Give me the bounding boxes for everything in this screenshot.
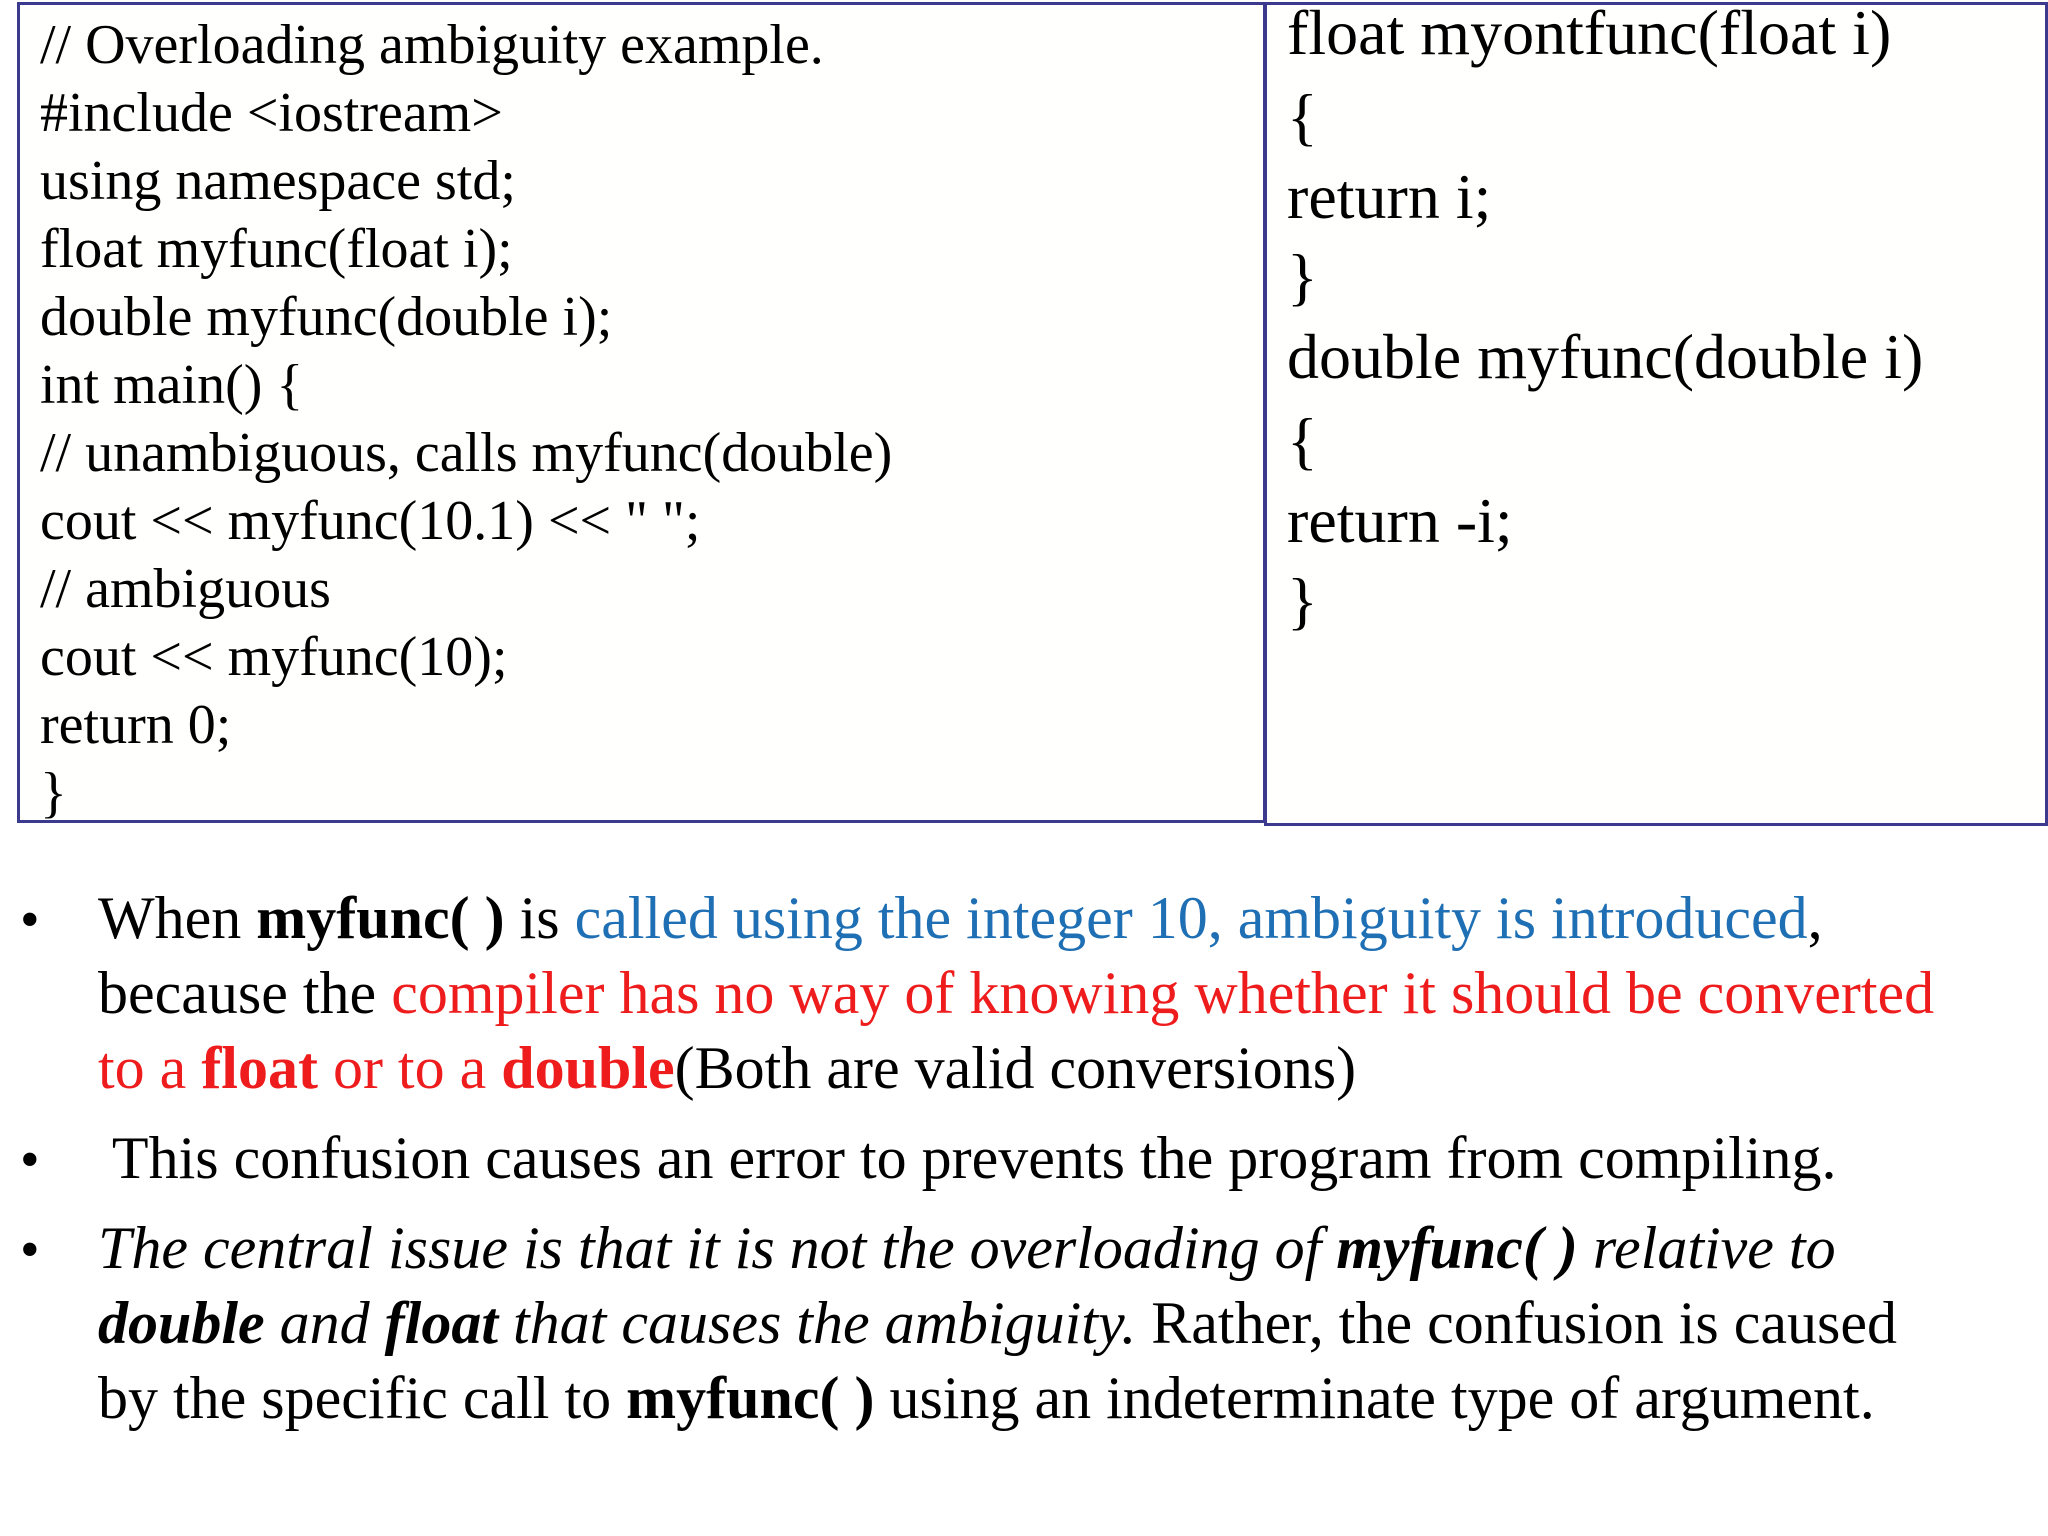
- code-term: myfunc( ): [256, 885, 505, 951]
- italic-text: relative to: [1577, 1215, 1836, 1281]
- highlight-red-text: compiler has no way of knowing whether it should be converted: [391, 960, 1935, 1026]
- code-line: float myfunc(float i);: [40, 218, 513, 280]
- highlight-red-text: or to a: [317, 1035, 502, 1101]
- code-line: {: [1287, 81, 1318, 152]
- italic-text: The central issue is that it is not the overloading of: [98, 1215, 1337, 1281]
- bullet-2-line-1: This confusion causes an error to prevents the program from compiling.: [98, 1125, 1837, 1191]
- bullet-3-line-2: [98, 1290, 1897, 1356]
- code-line: {: [1287, 405, 1318, 476]
- code-panel-definitions: [1264, 2, 2048, 826]
- bullet-1-line-1: [98, 885, 1823, 951]
- italic-text: and: [264, 1290, 385, 1356]
- code-line: // unambiguous, calls myfunc(double): [40, 422, 893, 484]
- italic-text: that causes the ambiguity.: [498, 1290, 1137, 1356]
- text-run: using an indeterminate type of argument.: [874, 1365, 1875, 1431]
- bullet-1-line-3: [98, 1035, 1357, 1101]
- code-line: using namespace std;: [40, 150, 516, 212]
- highlight-blue-text: called using the integer 10, ambiguity is introduced: [574, 885, 1808, 951]
- code-line: double myfunc(double i): [1287, 321, 1924, 392]
- code-term: myfunc( ): [626, 1365, 875, 1431]
- code-line: int main() {: [40, 354, 304, 416]
- code-line: cout << myfunc(10.1) << " ";: [40, 490, 701, 552]
- bullet-marker: •: [20, 1219, 40, 1281]
- text-run: by the specific call to: [98, 1365, 627, 1431]
- text-run: (Both are valid conversions): [674, 1035, 1357, 1101]
- text-run: is: [504, 885, 575, 951]
- code-panel-main: [17, 2, 1266, 823]
- text-run: Rather, the confusion is caused: [1136, 1290, 1897, 1356]
- code-line: return 0;: [40, 694, 232, 756]
- code-line: float myontfunc(float i): [1287, 2, 1892, 68]
- code-line: // ambiguous: [40, 558, 331, 620]
- code-line: double myfunc(double i);: [40, 286, 613, 348]
- bullet-marker: •: [20, 1129, 40, 1191]
- code-line: return i;: [1287, 161, 1492, 232]
- code-line: cout << myfunc(10);: [40, 626, 508, 688]
- code-line: // Overloading ambiguity example.: [40, 14, 824, 76]
- code-term: myfunc( ): [1336, 1215, 1578, 1281]
- bullet-3-line-3: [98, 1365, 1875, 1431]
- code-line: }: [1287, 565, 1318, 636]
- code-line: }: [1287, 241, 1318, 312]
- bullet-marker: •: [20, 889, 40, 951]
- text-run: ,: [1807, 885, 1823, 951]
- code-line: }: [40, 762, 67, 823]
- highlight-red-bold: float: [201, 1035, 318, 1101]
- text-run: because the: [98, 960, 392, 1026]
- code-term: double: [98, 1290, 265, 1356]
- bullet-3-line-1: [98, 1215, 1836, 1281]
- highlight-red-text: to a: [98, 1035, 202, 1101]
- bullet-1-line-2: [98, 960, 1935, 1026]
- code-line: #include <iostream>: [40, 82, 503, 144]
- text-run: When: [98, 885, 257, 951]
- code-term: float: [384, 1290, 498, 1356]
- highlight-red-bold: double: [501, 1035, 675, 1101]
- code-line: return -i;: [1287, 485, 1513, 556]
